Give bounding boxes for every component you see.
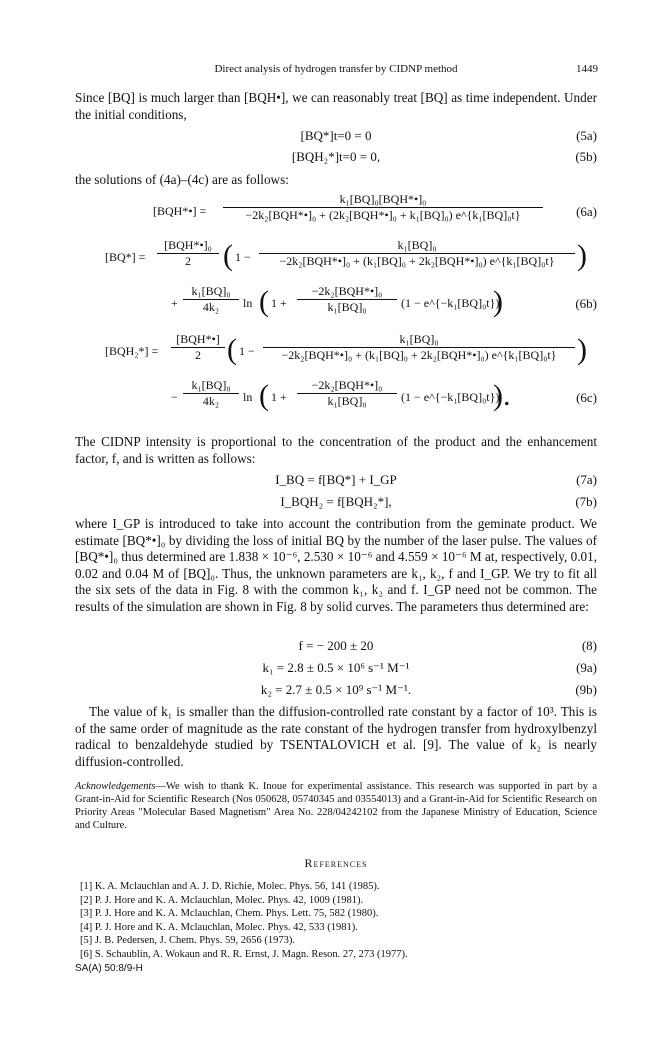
equation-6b-plus: + (171, 296, 178, 310)
equation-6b-open-paren: ( (223, 239, 233, 272)
acknowledgements (75, 780, 597, 832)
equation-6c-one-minus: 1 − (239, 344, 255, 358)
equation-6c-minus: − (171, 390, 178, 404)
equation-6b-coef1-num: [BQH*•]₀ (157, 238, 219, 254)
equation-6c-coef2-den: 4k₂ (202, 394, 220, 408)
equation-6b-ln-open: ( (259, 285, 269, 318)
equation-5b-number: (5b) (575, 149, 597, 164)
equation-9a-expr: k₁ = 2.8 ± 0.5 × 10⁶ s⁻¹ M⁻¹ (262, 660, 410, 675)
equation-7a (75, 472, 597, 490)
paragraph-solutions: the solutions of (4a)–(4c) are as follows: (75, 172, 289, 187)
equation-7b-number: (7b) (575, 494, 597, 509)
equation-9b-number: (9b) (575, 682, 597, 697)
equation-9a (75, 660, 597, 678)
equation-6b-inner2 (297, 284, 397, 315)
equation-7a-number: (7a) (576, 472, 597, 487)
paragraph-rate-constant-discussion: The value of k₁ is smaller than the diffusion-controlled rate constant by a factor of 10³. This is of the same order of magnitude as the rate constant of the hydrogen transfer from hydroxylbenzyl radical to benzaldehyde studied by TSENTALOVICH et al. [9]. The value of k₂ is nearly diffusion-controlled. (75, 704, 597, 769)
equation-6b-inner2-num: −2k₂[BQH*•]₀ (297, 284, 397, 300)
paragraph-parameter-estimation: where I_GP is introduced to take into account the contribution from the geminate product. We estimate [BQ*•]₀ by dividing the loss of initial BQ by the number of the laser pulse. The values of [BQ*•]₀ thus determined are 1.838 × 10⁻⁶, 2.530 × 10⁻⁶ and 4.559 × 10⁻⁶ M at, respectively, 0.01, 0.02 and 0.04 M of [BQ]₀. Thus, the unknown parameters are k₁, k₂, f and I_GP. We try to fit all the six sets of the data in Fig. 8 with the common k₁, k₂ and f. I_GP need not be common. The results of the simulation are shown in Fig. 8 by solid curves. The parameters thus determined are: (75, 516, 597, 614)
equation-6c-coef1-den: 2 (195, 348, 201, 362)
equation-6c-ln-open: ( (259, 379, 269, 412)
equation-6a-number: (6a) (576, 204, 597, 219)
equation-6c-number: (6c) (576, 390, 597, 405)
equation-6c-inner2-den: k₁[BQ]₀ (327, 394, 367, 408)
equation-6c-coef2 (183, 378, 239, 409)
equation-5a (75, 128, 597, 146)
equation-5a-number: (5a) (576, 128, 597, 143)
equation-6c-tail: (1 − e^{−k₁[BQ]₀t}) (401, 390, 500, 404)
reference-item: [3] P. J. Hore and K. A. Mclauchlan, Chem. Phys. Lett. 75, 582 (1980). (80, 908, 379, 919)
equation-6b-close-paren: ) (577, 239, 587, 272)
equation-6a-fraction (223, 192, 543, 223)
reference-item: [6] S. Schaublin, A. Wokaun and R. R. Ernst, J. Magn. Reson. 27, 273 (1977). (80, 948, 408, 960)
paragraph-cidnp-intensity: The CIDNP intensity is proportional to the concentration of the product and the enhancement factor, f, and is written as follows: (75, 434, 597, 466)
equation-6c-lhs: [BQH₂*] = (105, 344, 159, 358)
acknowledgements-text: —We wish to thank K. Inoue for experimental assistance. This research was supported in part by a Grant-in-Aid for Scientific Research (Nos 050628, 05740345 and 03554013) and a Grant-in-Aid for Scientific Research on Priority Areas "Molecular Based Magnetism" Area No. 228/04242102 from the Japanese Ministry of Education, Science and Culture. (75, 781, 597, 831)
references-list (80, 880, 600, 961)
footer-code: SA(A) 50:8/9-H (75, 963, 143, 974)
equation-7b (75, 494, 597, 512)
references-heading: References (304, 856, 368, 870)
equation-9b-expr: k₂ = 2.7 ± 0.5 × 10⁹ s⁻¹ M⁻¹. (260, 682, 412, 697)
equation-6b-inner1-num: k₁[BQ]₀ (259, 238, 575, 254)
equation-6b (75, 238, 597, 326)
equation-7b-expr: I_BQH₂ = f[BQH₂*], (280, 494, 392, 509)
equation-6c-inner1 (263, 332, 575, 363)
reference-item: [1] K. A. Mclauchlan and A. J. D. Richie, Molec. Phys. 56, 141 (1985). (80, 881, 380, 892)
equation-5a-expr: [BQ*]t=0 = 0 (300, 128, 372, 143)
paragraph-intro: Since [BQ] is much larger than [BQH•], we can reasonably treat [BQ] as time independent. Under the initial conditions, (75, 90, 597, 122)
equation-6b-coef1 (157, 238, 219, 269)
equation-6c-inner1-num: k₁[BQ]₀ (263, 332, 575, 348)
equation-6b-coef2 (183, 284, 239, 315)
equation-6b-inner1-den: −2k₂[BQH*•]₀ + (k₁[BQ]₀ + 2k₂[BQH*•]₀) e^{k₁[BQ]₀t} (279, 254, 555, 268)
equation-6b-number: (6b) (575, 296, 597, 311)
equation-6a (75, 192, 597, 232)
equation-6c-inner2 (297, 378, 397, 409)
equation-6c-ln: ln (243, 390, 253, 404)
equation-8 (75, 638, 597, 656)
equation-6b-ln: ln (243, 296, 253, 310)
equation-6a-denominator: −2k₂[BQH*•]₀ + (2k₂[BQH*•]₀ + k₁[BQ]₀) e^{k₁[BQ]₀t} (245, 208, 521, 222)
reference-item: [5] J. B. Pedersen, J. Chem. Phys. 59, 2656 (1973). (80, 935, 295, 946)
equation-6c-coef2-num: k₁[BQ]₀ (183, 378, 239, 394)
equation-8-number: (8) (581, 638, 597, 653)
equation-6c-close-paren: ) (577, 333, 587, 366)
equation-6a-lhs: [BQH*•] = (153, 204, 207, 218)
equation-6b-coef2-num: k₁[BQ]₀ (183, 284, 239, 300)
page-number: 1449 (576, 63, 598, 75)
equation-6c (75, 332, 597, 420)
equation-6c-inner1-den: −2k₂[BQH*•]₀ + (k₁[BQ]₀ + 2k₂[BQH*•]₀) e^{k₁[BQ]₀t} (281, 348, 557, 362)
equation-6c-coef1-num: [BQH*•] (171, 332, 225, 348)
equation-6b-lhs: [BQ*] = (105, 250, 146, 264)
equation-6c-open-paren: ( (227, 333, 237, 366)
equation-9a-number: (9a) (576, 660, 597, 675)
equation-6c-inner2-num: −2k₂[BQH*•]₀ (297, 378, 397, 394)
equation-6b-coef1-den: 2 (185, 254, 191, 268)
running-header-title: Direct analysis of hydrogen transfer by CIDNP method (214, 63, 458, 75)
equation-8-expr: f = − 200 ± 20 (298, 638, 374, 653)
equation-6c-ln-close: ). (493, 379, 511, 412)
reference-item: [2] P. J. Hore and K. A. Mclauchlan, Molec. Phys. 42, 1009 (1981). (80, 894, 364, 906)
equation-6b-ln-one-plus: 1 + (271, 296, 287, 310)
reference-item: [4] P. J. Hore and K. A. Mclauchlan, Molec. Phys. 42, 533 (1981). (80, 921, 358, 933)
equation-6c-coef1 (171, 332, 225, 363)
equation-6c-ln-one-plus: 1 + (271, 390, 287, 404)
equation-5b-expr: [BQH₂*]t=0 = 0, (291, 149, 381, 164)
equation-6b-inner2-den: k₁[BQ]₀ (327, 300, 367, 314)
equation-6b-one-minus: 1 − (235, 250, 251, 264)
equation-5b (75, 149, 597, 167)
acknowledgements-label: Acknowledgements (75, 781, 156, 792)
equation-6b-ln-close: ) (493, 285, 503, 318)
equation-7a-expr: I_BQ = f[BQ*] + I_GP (275, 472, 397, 487)
equation-6b-coef2-den: 4k₂ (202, 300, 220, 314)
equation-6b-tail: (1 − e^{−k₁[BQ]₀t}) (401, 296, 500, 310)
equation-9b (75, 682, 597, 700)
equation-6a-numerator: k₁[BQ]₀[BQH*•]₀ (223, 192, 543, 208)
equation-6b-inner1 (259, 238, 575, 269)
